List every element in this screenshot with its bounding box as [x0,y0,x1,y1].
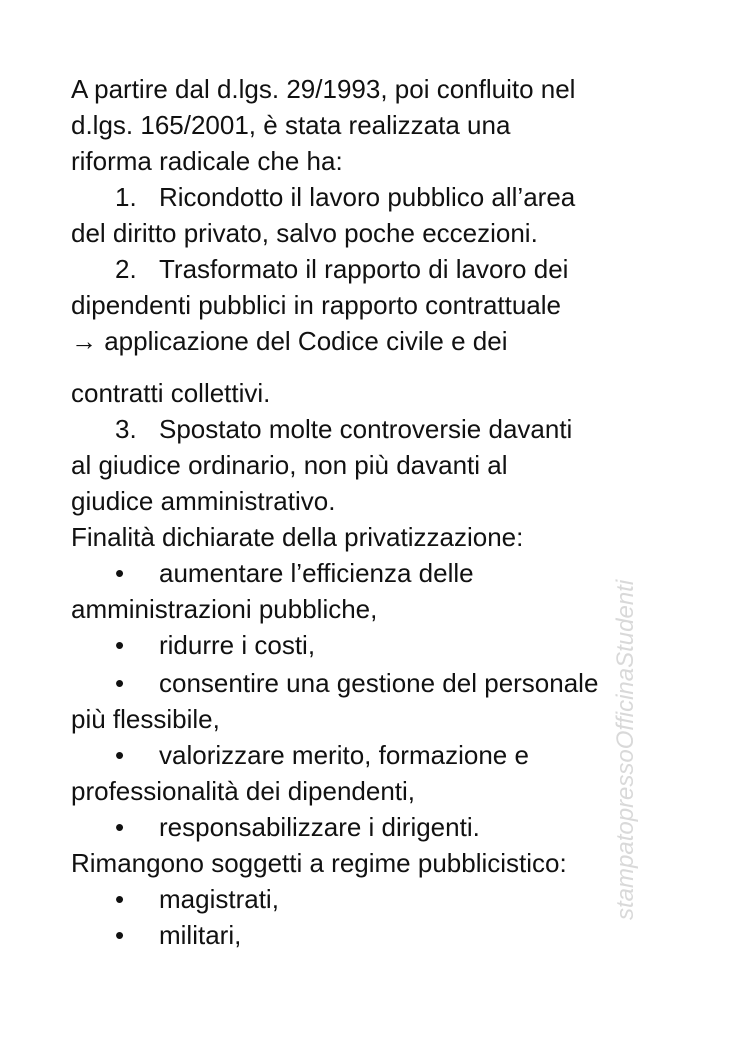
reform-item-2-continuation: dipendenti pubblici in rapporto contrattuale [71,290,562,320]
bullet-icon: • [115,884,125,914]
public-item-1 [71,884,279,914]
reform-item-1-continuation: del diritto privato, salvo poche eccezioni. [71,218,538,248]
bullet-icon: • [115,812,125,842]
goal-item-text: responsabilizzare i dirigenti. [159,812,480,842]
public-item-2 [71,920,241,950]
reform-item-text: Spostato molte controversie davanti [159,414,573,444]
goal-item-1-continuation: amministrazioni pubbliche, [71,594,378,624]
bullet-icon: • [115,740,125,770]
goal-item-text: consentire una gestione del personale [159,668,599,698]
goal-item-4 [71,740,529,770]
list-number: 2. [115,254,137,284]
reform-item-3-continuation: al giudice ordinario, non più davanti al [71,450,508,480]
public-item-text: militari, [159,920,242,950]
reform-item-2 [71,254,568,284]
reform-item-text: Ricondotto il lavoro pubblico all’area [159,182,576,212]
reform-item-3-continuation: giudice amministrativo. [71,486,336,516]
watermark: stampatopressoOfficinaStudenti [612,579,639,920]
goal-item-text: valorizzare merito, formazione e [159,740,529,770]
reform-item-1 [71,182,575,212]
goal-item-4-continuation: professionalità dei dipendenti, [71,776,416,806]
reform-item-2-continuation: contratti collettivi. [71,378,271,408]
intro-line-2: d.lgs. 165/2001, è stata realizzata una [71,110,511,140]
bullet-icon: • [115,920,125,950]
public-regime-heading: Rimangono soggetti a regime pubblicistico: [71,848,567,878]
bullet-icon: • [115,630,125,660]
intro-line-3: riforma radicale che ha: [71,146,343,176]
intro-line-1: A partire dal d.lgs. 29/1993, poi confluito nel [71,74,576,104]
goal-item-5 [71,812,480,842]
reform-item-2-continuation: → applicazione del Codice civile e dei [71,326,508,356]
reform-item-text: Trasformato il rapporto di lavoro dei [159,254,569,284]
list-number: 1. [115,182,137,212]
bullet-icon: • [115,668,125,698]
bullet-icon: • [115,558,125,588]
goal-item-1 [71,558,474,588]
goal-item-3-continuation: più flessibile, [71,704,220,734]
goals-heading: Finalità dichiarate della privatizzazione: [71,522,524,552]
public-item-text: magistrati, [159,884,279,914]
goal-item-text: ridurre i costi, [159,630,316,660]
list-number: 3. [115,414,137,444]
goal-item-text: aumentare l’efficienza delle [159,558,474,588]
reform-item-3 [71,414,572,444]
goal-item-2 [71,630,315,660]
goal-item-3 [71,668,598,698]
